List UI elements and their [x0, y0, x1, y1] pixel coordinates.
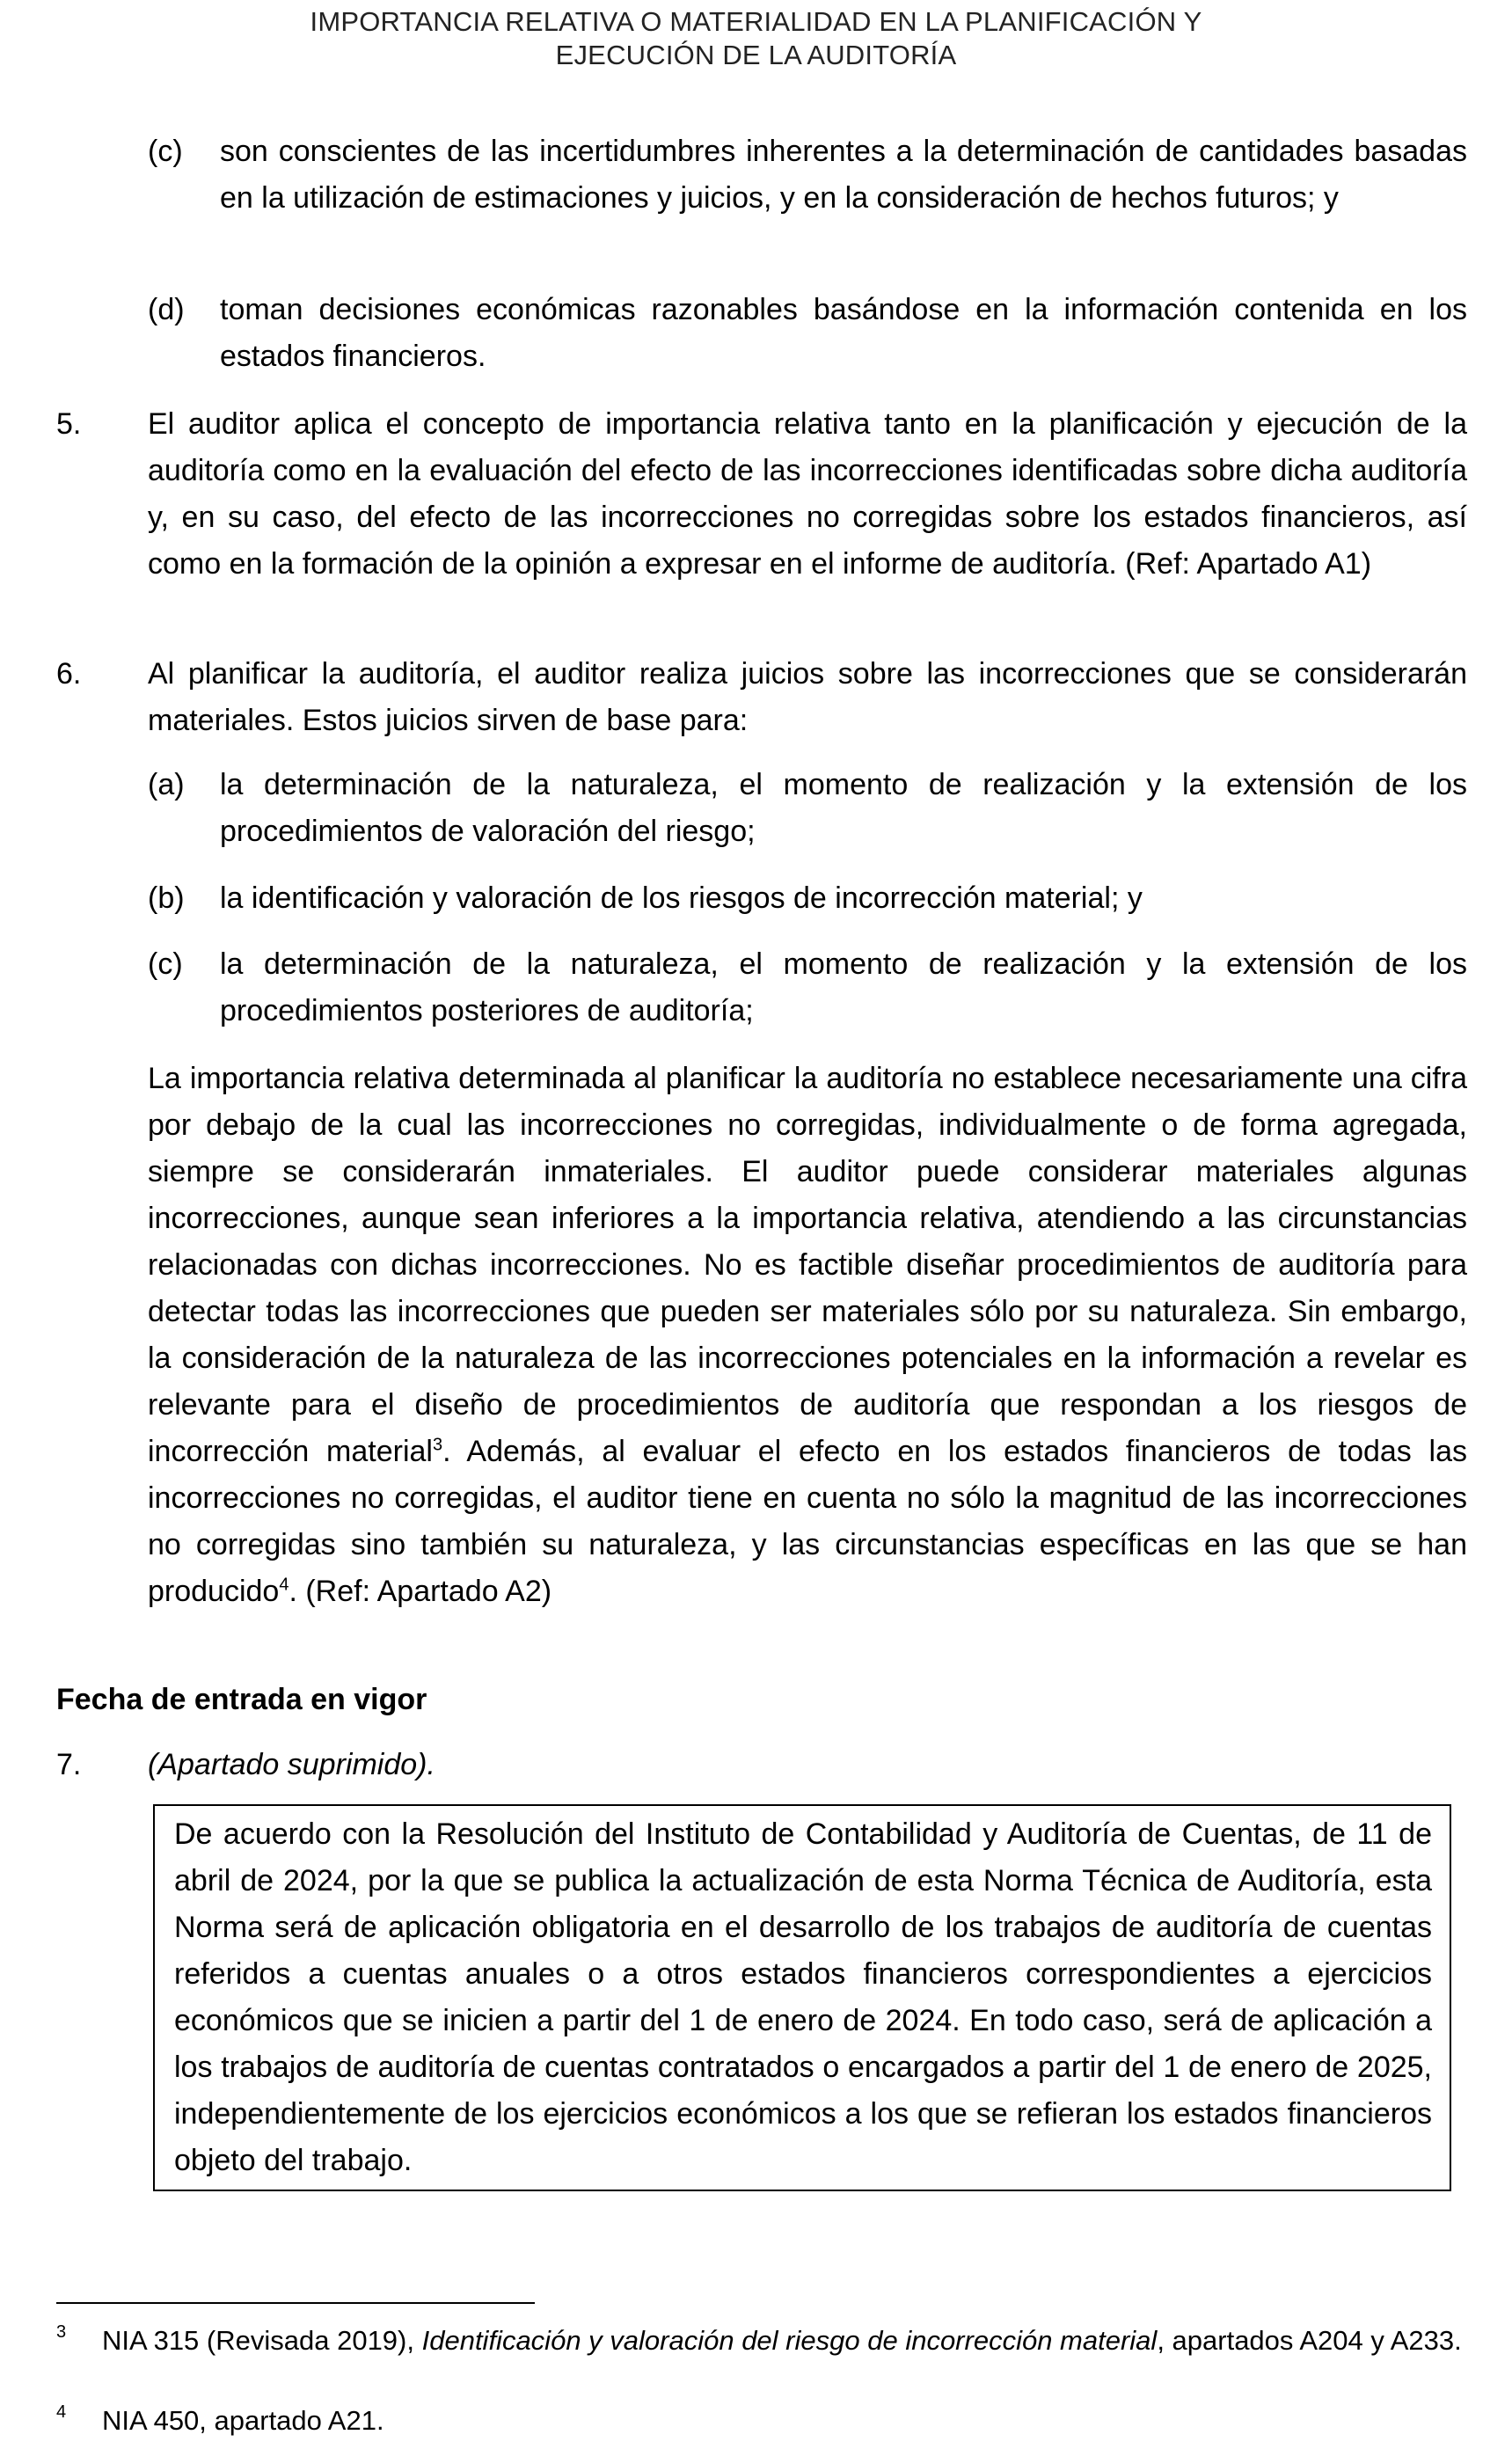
paragraph-text: Al planificar la auditoría, el auditor realiza juicios sobre las incorrecciones que se considerarán materiales. Estos juicios sirven de base para:: [148, 657, 1467, 737]
paragraph-number: 6.: [56, 657, 82, 691]
list-item-label: (c): [148, 135, 183, 168]
paragraph-number: 7.: [56, 1748, 82, 1781]
list-item-text: la identificación y valoración de los riesgos de incorrección material; y: [220, 881, 1143, 915]
section-heading: Fecha de entrada en vigor: [56, 1683, 427, 1716]
paragraph-text: El auditor aplica el concepto de importancia relativa tanto en la planificación y ejecución de la auditoría como en la evaluación del efecto de las incorrecciones identificadas sobre dicha auditoría y, en su caso, del efecto de las incorrecciones no corregidas sobre los estados financieros, así como en la formación de la opinión a expresar en el informe de auditoría. (Ref: Apartado A1): [148, 407, 1467, 581]
footnote-text: [102, 2321, 1467, 2360]
paragraph-number: 5.: [56, 407, 82, 441]
footnote-separator: [56, 2302, 535, 2304]
footnote-text-before: NIA 315 (Revisada 2019),: [102, 2325, 422, 2356]
footnote-mark: 4: [56, 2402, 67, 2422]
paragraph-text: (Apartado suprimido).: [148, 1748, 435, 1781]
running-header: [264, 5, 1248, 72]
footnote-text-italic: Identificación y valoración del riesgo de incorrección material: [421, 2325, 1158, 2356]
list-item-label: (c): [148, 947, 183, 981]
continuation-text-2: . Además, al evaluar el efecto en los estados financieros de todas las incorrecciones no corregidas, el auditor tiene en cuenta no sólo la magnitud de las incorrecciones no corregidas sino también su naturaleza, y las circunstancias específicas en las que se han producido: [148, 1435, 1467, 1608]
footnote-ref-4[interactable]: 4: [279, 1575, 289, 1595]
list-item-text: la determinación de la naturaleza, el momento de realización y la extensión de los procedimientos de valoración del riesgo;: [220, 768, 1467, 848]
footnote-ref-3[interactable]: 3: [432, 1435, 443, 1455]
header-line-1: IMPORTANCIA RELATIVA O MATERIALIDAD EN LA PLANIFICACIÓN Y: [310, 6, 1202, 37]
continuation-text-3: . (Ref: Apartado A2): [289, 1575, 552, 1608]
list-item-text: son conscientes de las incertidumbres inherentes a la determinación de cantidades basadas en la utilización de estimaciones y juicios, y en la consideración de hechos futuros; y: [220, 135, 1467, 215]
list-item-label: (d): [148, 293, 185, 326]
footnote-text: NIA 450, apartado A21.: [102, 2405, 384, 2436]
continuation-text-1: La importancia relativa determinada al planificar la auditoría no establece necesariamente una cifra por debajo de la cual las incorrecciones no corregidas, individualmente o de forma agregada, siempre se considerarán inmateriales. El auditor puede considerar materiales algunas incorrecciones, aunque sean inferiores a la importancia relativa, atendiendo a las circunstancias relacionadas con dichas incorrecciones. No es factible diseñar procedimientos de auditoría para detectar todas las incorrecciones que pueden ser materiales sólo por su naturaleza. Sin embargo, la consideración de la naturaleza de las incorrecciones potenciales en la información a revelar es relevante para el diseño de procedimientos de auditoría que respondan a los riesgos de incorrección material: [148, 1062, 1467, 1468]
list-item-text: la determinación de la naturaleza, el momento de realización y la extensión de los procedimientos posteriores de auditoría;: [220, 947, 1467, 1027]
footnote-text-after: , apartados A204 y A233.: [1157, 2325, 1462, 2356]
footnote-mark: 3: [56, 2322, 67, 2342]
note-text: De acuerdo con la Resolución del Instituto de Contabilidad y Auditoría de Cuentas, de 11 de abril de 2024, por la que se publica la actualización de esta Norma Técnica de Auditoría, esta Norma será de aplicación obligatoria en el desarrollo de los trabajos de auditoría de cuentas referidos a cuentas anuales o a otros estados financieros correspondientes a ejercicios económicos que se inicien a partir del 1 de enero de 2024. En todo caso, será de aplicación a los trabajos de auditoría de cuentas contratados o encargados a partir del 1 de enero de 2025, independientemente de los ejercicios económicos a los que se refieran los estados financieros objeto del trabajo.: [174, 1817, 1432, 2177]
header-line-2: EJECUCIÓN DE LA AUDITORÍA: [555, 40, 957, 70]
paragraph-6-continuation: [148, 1056, 1467, 1615]
effective-date-note-box: [153, 1804, 1451, 2191]
list-item-label: (b): [148, 881, 185, 915]
list-item-text: toman decisiones económicas razonables basándose en la información contenida en los estados financieros.: [220, 293, 1467, 373]
list-item-label: (a): [148, 768, 185, 801]
